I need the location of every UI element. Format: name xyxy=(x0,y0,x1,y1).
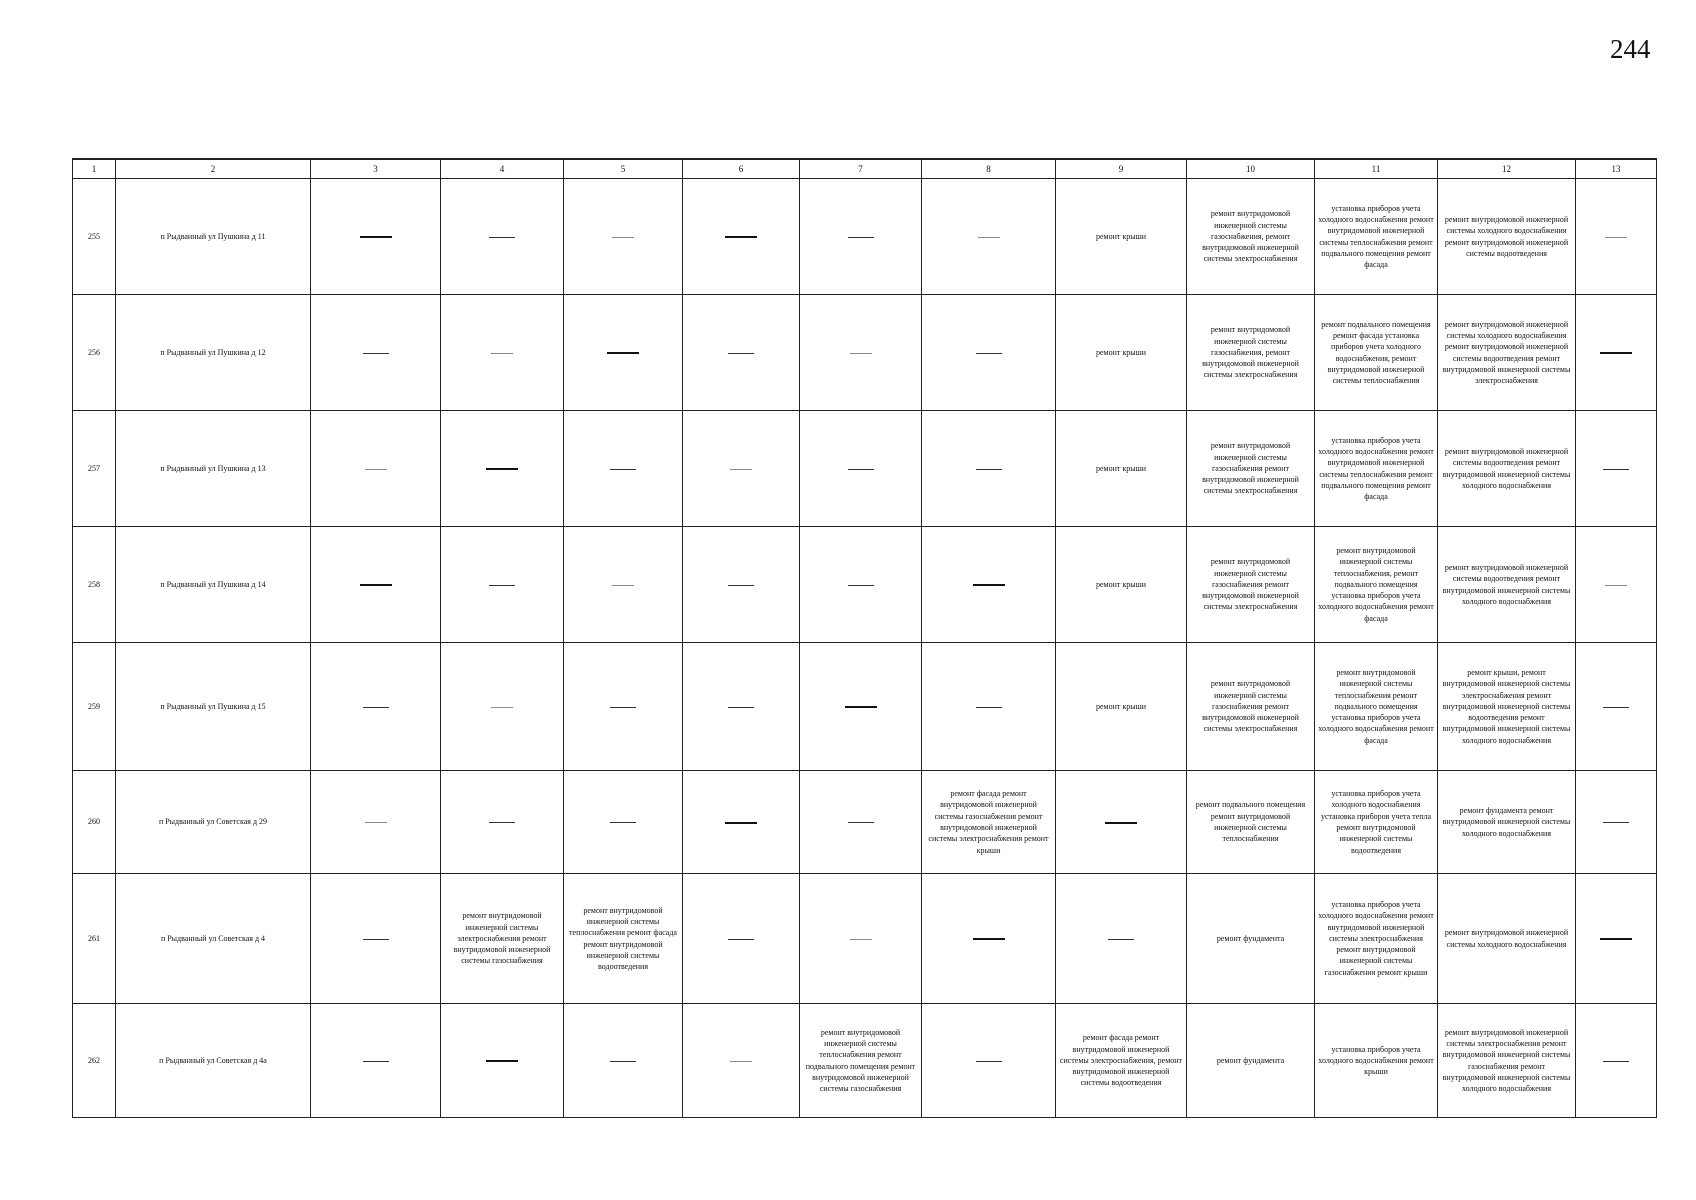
dash-mark xyxy=(363,939,389,940)
dash-mark xyxy=(1600,352,1632,354)
work-cell-c11: установка приборов учета холодного водоснабжения ремонт крыши xyxy=(1315,1004,1438,1118)
dash-mark xyxy=(360,584,392,586)
table-row xyxy=(73,295,1657,411)
row-number: 261 xyxy=(73,874,116,1004)
work-cell-c9: ремонт фасада ремонт внутридомовой инженерной системы электроснабжения, ремонт внутридомовой инженерной системы водоотведения xyxy=(1056,1004,1187,1118)
empty-cell-c8 xyxy=(922,295,1056,411)
empty-cell-c9 xyxy=(1056,771,1187,874)
work-cell-c12: ремонт внутридомовой инженерной системы холодного водоснабжения ремонт внутридомовой инженерной системы водоотведения ремонт внутридомовой инженерной системы электроснабжения xyxy=(1438,295,1576,411)
dash-mark xyxy=(1605,237,1627,238)
empty-cell-c7 xyxy=(800,411,922,527)
empty-cell-c3 xyxy=(311,874,441,1004)
dash-mark xyxy=(486,1060,518,1062)
column-header: 3 xyxy=(311,159,441,179)
address-cell: п Рыдванный ул Советская д 29 xyxy=(116,771,311,874)
empty-cell-c4 xyxy=(441,771,564,874)
table-row xyxy=(73,874,1657,1004)
work-cell-c8: ремонт фасада ремонт внутридомовой инженерной системы газоснабжения ремонт внутридомовой инженерной системы электроснабжения ремонт крыши xyxy=(922,771,1056,874)
dash-mark xyxy=(728,585,754,586)
address-cell: п Рыдванный ул Пушкина д 15 xyxy=(116,643,311,771)
work-cell-c4: ремонт внутридомовой инженерной системы электроснабжения ремонт внутридомовой инженерной системы газоснабжения xyxy=(441,874,564,1004)
work-cell-c12: ремонт внутридомовой инженерной системы холодного водоснабжения xyxy=(1438,874,1576,1004)
table-row xyxy=(73,1004,1657,1118)
address-cell: п Рыдванный ул Пушкина д 12 xyxy=(116,295,311,411)
empty-cell-c13 xyxy=(1576,874,1657,1004)
empty-cell-c13 xyxy=(1576,295,1657,411)
empty-cell-c7 xyxy=(800,874,922,1004)
column-header: 2 xyxy=(116,159,311,179)
dash-mark xyxy=(610,1061,636,1062)
column-header: 12 xyxy=(1438,159,1576,179)
page-number: 244 xyxy=(1610,34,1651,64)
work-cell-c11: ремонт подвального помещения ремонт фасада установка приборов учета холодного водоснабжения, ремонт внутридомовой инженерной системы теплоснабжения xyxy=(1315,295,1438,411)
empty-cell-c7 xyxy=(800,643,922,771)
empty-cell-c6 xyxy=(683,874,800,1004)
work-cell-c11: установка приборов учета холодного водоснабжения установка приборов учета тепла ремонт внутридомовой инженерной системы водоотведения xyxy=(1315,771,1438,874)
empty-cell-c4 xyxy=(441,411,564,527)
empty-cell-c6 xyxy=(683,411,800,527)
empty-cell-c5 xyxy=(564,643,683,771)
dash-mark xyxy=(1108,939,1134,940)
row-number: 257 xyxy=(73,411,116,527)
column-header: 1 xyxy=(73,159,116,179)
empty-cell-c3 xyxy=(311,527,441,643)
dash-mark xyxy=(489,822,515,823)
empty-cell-c4 xyxy=(441,643,564,771)
empty-cell-c6 xyxy=(683,1004,800,1118)
table-row xyxy=(73,643,1657,771)
work-cell-c11: установка приборов учета холодного водоснабжения ремонт внутридомовой инженерной системы электроснабжения ремонт внутридомовой инженерной системы газоснабжения ремонт крыши xyxy=(1315,874,1438,1004)
dash-mark xyxy=(978,237,1000,238)
empty-cell-c4 xyxy=(441,295,564,411)
empty-cell-c5 xyxy=(564,411,683,527)
dash-mark xyxy=(1603,707,1629,708)
work-cell-c9: ремонт крыши xyxy=(1056,179,1187,295)
empty-cell-c6 xyxy=(683,179,800,295)
empty-cell-c6 xyxy=(683,771,800,874)
work-cell-c11: ремонт внутридомовой инженерной системы теплоснабжения, ремонт подвального помещения установка приборов учета холодного водоснабжения ремонт фасада xyxy=(1315,527,1438,643)
empty-cell-c8 xyxy=(922,411,1056,527)
empty-cell-c6 xyxy=(683,295,800,411)
dash-mark xyxy=(1600,938,1632,940)
dash-mark xyxy=(728,707,754,708)
dash-mark xyxy=(1605,585,1627,586)
dash-mark xyxy=(363,1061,389,1062)
empty-cell-c5 xyxy=(564,527,683,643)
dash-mark xyxy=(489,585,515,586)
dash-mark xyxy=(610,822,636,823)
empty-cell-c5 xyxy=(564,295,683,411)
empty-cell-c8 xyxy=(922,527,1056,643)
column-number-row xyxy=(73,159,1657,179)
work-cell-c10: ремонт фундамента xyxy=(1187,1004,1315,1118)
work-cell-c10: ремонт внутридомовой инженерной системы газоснабжения, ремонт внутридомовой инженерной системы электроснабжения xyxy=(1187,179,1315,295)
dash-mark xyxy=(489,237,515,238)
dash-mark xyxy=(491,707,513,708)
dash-mark xyxy=(973,584,1005,586)
table-row xyxy=(73,179,1657,295)
empty-cell-c3 xyxy=(311,179,441,295)
dash-mark xyxy=(850,353,872,354)
empty-cell-c13 xyxy=(1576,411,1657,527)
empty-cell-c3 xyxy=(311,411,441,527)
table-row xyxy=(73,411,1657,527)
row-number: 260 xyxy=(73,771,116,874)
work-cell-c12: ремонт фундамента ремонт внутридомовой инженерной системы холодного водоснабжения xyxy=(1438,771,1576,874)
address-cell: п Рыдванный ул Пушкина д 13 xyxy=(116,411,311,527)
work-cell-c5: ремонт внутридомовой инженерной системы теплоснабжения ремонт фасада ремонт внутридомовой инженерной системы водоотведения xyxy=(564,874,683,1004)
dash-mark xyxy=(845,706,877,708)
empty-cell-c8 xyxy=(922,643,1056,771)
empty-cell-c3 xyxy=(311,1004,441,1118)
empty-cell-c3 xyxy=(311,643,441,771)
dash-mark xyxy=(610,707,636,708)
empty-cell-c4 xyxy=(441,1004,564,1118)
dash-mark xyxy=(973,938,1005,940)
work-cell-c12: ремонт внутридомовой инженерной системы водоотведения ремонт внутридомовой инженерной системы холодного водоснабжения xyxy=(1438,527,1576,643)
column-header: 4 xyxy=(441,159,564,179)
empty-cell-c3 xyxy=(311,295,441,411)
dash-mark xyxy=(976,707,1002,708)
dash-mark xyxy=(976,469,1002,470)
address-cell: п Рыдванный ул Пушкина д 11 xyxy=(116,179,311,295)
column-header: 8 xyxy=(922,159,1056,179)
dash-mark xyxy=(730,469,752,470)
work-cell-c12: ремонт внутридомовой инженерной системы водоотведения ремонт внутридомовой инженерной системы холодного водоснабжения xyxy=(1438,411,1576,527)
dash-mark xyxy=(1603,469,1629,470)
dash-mark xyxy=(1105,822,1137,824)
empty-cell-c13 xyxy=(1576,771,1657,874)
empty-cell-c7 xyxy=(800,295,922,411)
column-header: 9 xyxy=(1056,159,1187,179)
column-header: 7 xyxy=(800,159,922,179)
dash-mark xyxy=(728,939,754,940)
dash-mark xyxy=(486,468,518,470)
dash-mark xyxy=(850,939,872,940)
empty-cell-c6 xyxy=(683,643,800,771)
work-cell-c11: установка приборов учета холодного водоснабжения ремонт внутридомовой инженерной системы теплоснабжения ремонт подвального помещения ремонт фасада xyxy=(1315,411,1438,527)
dash-mark xyxy=(728,353,754,354)
repair-schedule-table xyxy=(72,158,1657,1118)
work-cell-c10: ремонт внутридомовой инженерной системы газоснабжения, ремонт внутридомовой инженерной системы электроснабжения xyxy=(1187,295,1315,411)
work-cell-c9: ремонт крыши xyxy=(1056,527,1187,643)
empty-cell-c8 xyxy=(922,874,1056,1004)
row-number: 255 xyxy=(73,179,116,295)
empty-cell-c8 xyxy=(922,179,1056,295)
column-header: 5 xyxy=(564,159,683,179)
work-cell-c10: ремонт внутридомовой инженерной системы газоснабжения ремонт внутридомовой инженерной системы электроснабжения xyxy=(1187,527,1315,643)
empty-cell-c7 xyxy=(800,179,922,295)
address-cell: п Рыдванный ул Советская д 4 xyxy=(116,874,311,1004)
dash-mark xyxy=(612,585,634,586)
dash-mark xyxy=(725,236,757,238)
work-cell-c10: ремонт подвального помещения ремонт внутридомовой инженерной системы теплоснабжения xyxy=(1187,771,1315,874)
work-cell-c12: ремонт внутридомовой инженерной системы холодного водоснабжения ремонт внутридомовой инженерной системы водоотведения xyxy=(1438,179,1576,295)
dash-mark xyxy=(848,822,874,823)
work-cell-c10: ремонт фундамента xyxy=(1187,874,1315,1004)
dash-mark xyxy=(848,237,874,238)
empty-cell-c3 xyxy=(311,771,441,874)
dash-mark xyxy=(607,352,639,354)
column-header: 13 xyxy=(1576,159,1657,179)
dash-mark xyxy=(976,1061,1002,1062)
dash-mark xyxy=(730,1061,752,1062)
dash-mark xyxy=(363,707,389,708)
empty-cell-c9 xyxy=(1056,874,1187,1004)
row-number: 262 xyxy=(73,1004,116,1118)
dash-mark xyxy=(848,469,874,470)
empty-cell-c4 xyxy=(441,179,564,295)
work-cell-c7: ремонт внутридомовой инженерной системы теплоснабжения ремонт подвального помещения ремонт внутридомовой инженерной системы газоснабжения xyxy=(800,1004,922,1118)
empty-cell-c13 xyxy=(1576,1004,1657,1118)
work-cell-c9: ремонт крыши xyxy=(1056,643,1187,771)
work-cell-c9: ремонт крыши xyxy=(1056,295,1187,411)
empty-cell-c7 xyxy=(800,771,922,874)
dash-mark xyxy=(365,822,387,823)
empty-cell-c4 xyxy=(441,527,564,643)
dash-mark xyxy=(610,469,636,470)
dash-mark xyxy=(976,353,1002,354)
dash-mark xyxy=(363,353,389,354)
empty-cell-c6 xyxy=(683,527,800,643)
empty-cell-c13 xyxy=(1576,527,1657,643)
empty-cell-c5 xyxy=(564,771,683,874)
table-row xyxy=(73,771,1657,874)
empty-cell-c8 xyxy=(922,1004,1056,1118)
work-cell-c12: ремонт внутридомовой инженерной системы электроснабжения ремонт внутридомовой инженерной системы газоснабжения ремонт внутридомовой инженерной системы холодного водоснабжения xyxy=(1438,1004,1576,1118)
dash-mark xyxy=(1603,1061,1629,1062)
row-number: 258 xyxy=(73,527,116,643)
dash-mark xyxy=(491,353,513,354)
table-row xyxy=(73,527,1657,643)
address-cell: п Рыдванный ул Пушкина д 14 xyxy=(116,527,311,643)
dash-mark xyxy=(360,236,392,238)
dash-mark xyxy=(365,469,387,470)
work-cell-c9: ремонт крыши xyxy=(1056,411,1187,527)
work-cell-c11: установка приборов учета холодного водоснабжения ремонт внутридомовой инженерной системы теплоснабжения ремонт подвального помещения ремонт фасада xyxy=(1315,179,1438,295)
work-cell-c10: ремонт внутридомовой инженерной системы газоснабжения ремонт внутридомовой инженерной системы электроснабжения xyxy=(1187,411,1315,527)
work-cell-c11: ремонт внутридомовой инженерной системы теплоснабжения ремонт подвального помещения установка приборов учета холодного водоснабжения ремонт фасада xyxy=(1315,643,1438,771)
empty-cell-c5 xyxy=(564,1004,683,1118)
row-number: 259 xyxy=(73,643,116,771)
dash-mark xyxy=(612,237,634,238)
column-header: 10 xyxy=(1187,159,1315,179)
empty-cell-c7 xyxy=(800,527,922,643)
dash-mark xyxy=(725,822,757,824)
work-cell-c10: ремонт внутридомовой инженерной системы газоснабжения ремонт внутридомовой инженерной системы электроснабжения xyxy=(1187,643,1315,771)
empty-cell-c13 xyxy=(1576,643,1657,771)
empty-cell-c5 xyxy=(564,179,683,295)
dash-mark xyxy=(1603,822,1629,823)
column-header: 6 xyxy=(683,159,800,179)
row-number: 256 xyxy=(73,295,116,411)
dash-mark xyxy=(848,585,874,586)
address-cell: п Рыдванный ул Советская д 4а xyxy=(116,1004,311,1118)
empty-cell-c13 xyxy=(1576,179,1657,295)
column-header: 11 xyxy=(1315,159,1438,179)
work-cell-c12: ремонт крыши, ремонт внутридомовой инженерной системы электроснабжения ремонт внутридомовой инженерной системы водоотведения ремонт внутридомовой инженерной системы холодного водоснабжения xyxy=(1438,643,1576,771)
